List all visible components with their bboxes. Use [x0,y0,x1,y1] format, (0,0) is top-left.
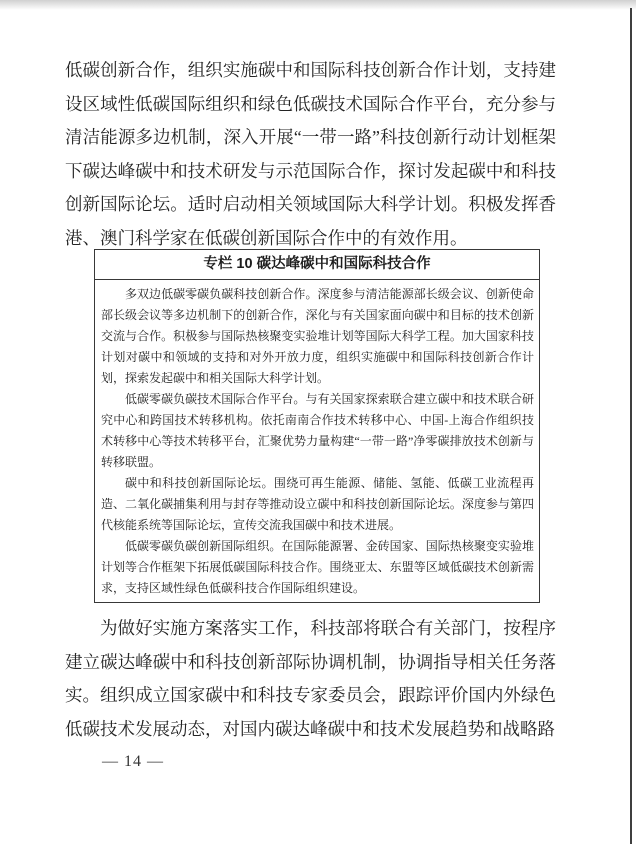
body-paragraph-2: 为做好实施方案落实工作，科技部将联合有关部门，按程序建立碳达峰碳中和科技创新部际协调机制，协调指导相关任务落实。组织成立国家碳中和科技专家委员会，跟踪评价国内外绿色低碳技术发展动态，对国内碳达峰碳中和技术发展趋势和战略路 [65,618,556,739]
column-box-10 [94,249,540,603]
page-right-border [630,8,632,844]
box-paragraph-international-forum: 碳中和科技创新国际论坛。围绕可再生能源、储能、氢能、低碳工业流程再造、二氧化碳捕集利用与封存等推动设立碳中和科技创新国际论坛。深度参与第四代核能系统等国际论坛，宣传交流我国碳中和技术进展。 [101,476,534,532]
page-top-shadow [0,0,636,10]
box-paragraph-international-organization: 低碳零碳负碳创新国际组织。在国际能源署、金砖国家、国际热核聚变实验堆计划等合作框架下拓展低碳国际科技合作。围绕亚太、东盟等区域低碳技术创新需求，支持区域性绿色低碳科技合作国际组织建设。 [101,539,534,595]
box-paragraph-international-platform: 低碳零碳负碳技术国际合作平台。与有关国家探索联合建立碳中和技术联合研究中心和跨国技术转移机构。依托南南合作技术转移中心、中国-上海合作组织技术转移中心等技术转移平台，汇聚优势力量构建“一带一路”净零碳排放技术创新与转移联盟。 [101,392,534,469]
body-paragraph-1: 低碳创新合作，组织实施碳中和国际科技创新合作计划，支持建设区域性低碳国际组织和绿色低碳技术国际合作平台，充分参与清洁能源多边机制，深入开展“一带一路”科技创新行动计划框架下碳达峰碳中和技术研发与示范国际合作，探讨发起碳中和科技创新国际论坛。适时启动相关领域国际大科学计划。积极发挥香港、澳门科学家在低碳创新国际合作中的有效作用。 [65,60,556,248]
box-paragraph-multilateral-cooperation: 多双边低碳零碳负碳科技创新合作。深度参与清洁能源部长级会议、创新使命部长级会议等多边机制下的创新合作，深化与有关国家面向碳中和目标的技术创新交流与合作。积极参与国际热核聚变实验堆计划等国际大科学工程。加大国家科技计划对碳中和领域的支持和对外开放力度，组织实施碳中和国际科技创新合作计划，探索发起碳中和相关国际大科学计划。 [101,287,534,385]
page-number: — 14 — [102,753,164,770]
column-box-content [95,280,539,599]
column-box-title: 专栏 10 碳达峰碳中和国际科技合作 [95,250,539,280]
